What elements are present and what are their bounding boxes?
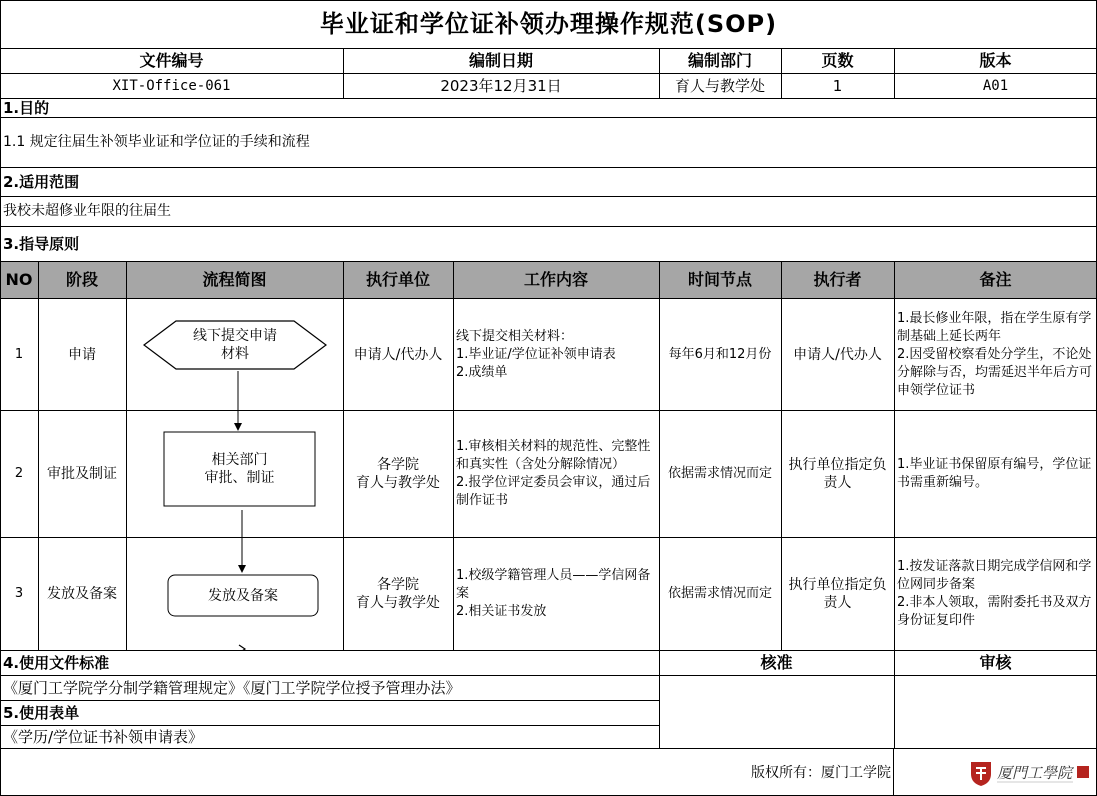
col-header-content: 工作内容: [523, 270, 588, 289]
row3-executor: 执行单位指定负责人: [788, 577, 887, 611]
row2-no: 2: [14, 466, 24, 481]
row3-stage: 发放及备案: [47, 586, 117, 602]
flow-arrowhead-1: [234, 423, 242, 431]
meta-header-doc-no: 文件编号: [139, 51, 204, 70]
row2-remark: 1.毕业证书保留原有编号，学位证书需重新编号。: [897, 457, 1092, 490]
row1-time: 每年6月和12月份: [668, 346, 772, 362]
row3-no: 3: [14, 586, 24, 601]
col-header-unit: 执行单位: [365, 270, 430, 289]
meta-date: 2023年12月31日: [440, 77, 562, 95]
school-logo: [965, 756, 1095, 788]
flow-step2-label: 相关部门 审批、制证: [204, 452, 275, 486]
row2-executor: 执行单位指定负责人: [788, 457, 887, 491]
row2-content: 1.审核相关材料的规范性、完整性和真实性（含处分解除情况） 2.报学位评定委员会审议，通过后制作证书: [456, 439, 651, 508]
meta-dept: 育人与教学处: [674, 77, 765, 95]
meta-doc-no: XIT-Office-061: [112, 78, 231, 94]
row1-unit: 申请人/代办人: [353, 346, 443, 363]
flow-step3-label: 发放及备案: [208, 587, 278, 604]
col-header-stage: 阶段: [65, 270, 98, 289]
row2-stage: 审批及制证: [47, 466, 117, 482]
row1-remark: 1.最长修业年限，指在学生原有学制基础上延长两年 2.因受留校察看处分学生，不论处分解除与否，均需延迟半年后方可申领学位证书: [897, 310, 1093, 398]
row3-unit: 各学院 育人与教学处: [356, 577, 440, 611]
school-logo-graphic: [965, 756, 1095, 788]
row2-unit: 各学院 育人与教学处: [356, 457, 440, 491]
col-header-no: NO: [5, 270, 33, 289]
meta-pages: 1: [832, 77, 843, 95]
meta-header-version: 版本: [979, 51, 1012, 70]
row3-time: 依据需求情况而定: [667, 586, 772, 601]
logo-seal-icon: [1077, 766, 1089, 778]
col-header-remark: 备注: [979, 270, 1012, 289]
row1-stage: 申请: [68, 346, 96, 363]
meta-header-pages: 页数: [821, 51, 854, 70]
section-purpose-text: 1.1 规定往届生补领毕业证和学位证的手续和流程: [3, 134, 310, 150]
section-purpose-title: 1.目的: [3, 99, 50, 117]
flow-step1-label: 线下提交申请 材料: [193, 328, 277, 362]
meta-header-date: 编制日期: [468, 51, 533, 70]
row1-content: 线下提交相关材料： 1.毕业证/学位证补领申请表 2.成绩单: [456, 328, 616, 380]
section-standard-text: 《厦门工学院学分制学籍管理规定》《厦门工学院学位授予管理办法》: [3, 679, 461, 697]
svg-text:厦門工學院: 厦門工學院: [997, 764, 1073, 782]
row3-content: 1.校级学籍管理人员——学信网备案 2.相关证书发放: [456, 568, 651, 619]
section-scope-title: 2.适用范围: [3, 173, 80, 191]
col-header-time: 时间节点: [687, 270, 752, 289]
approval-review-label: 审核: [979, 653, 1012, 672]
section-scope-text: 我校未超修业年限的往届生: [3, 203, 171, 219]
row1-executor: 申请人/代办人: [793, 346, 882, 363]
section-standard-title: 4.使用文件标准: [3, 654, 110, 672]
row3-remark: 1.按发证落款日期完成学信网和学位网同步备案 2.非本人领取，需附委托书及双方身份证复印件: [897, 559, 1092, 628]
section-forms-text: 《学历/学位证书补领申请表》: [3, 728, 204, 746]
col-header-flow: 流程简图: [202, 270, 267, 289]
copyright-text: 版权所有：厦门工学院: [751, 765, 891, 781]
col-header-executor: 执行者: [813, 270, 862, 289]
approval-check-label: 核准: [760, 653, 793, 672]
page-title: 毕业证和学位证补领办理操作规范(SOP): [319, 10, 778, 38]
meta-header-dept: 编制部门: [687, 51, 752, 70]
row1-no: 1: [14, 346, 24, 362]
row2-time: 依据需求情况而定: [667, 466, 772, 481]
section-principle-title: 3.指导原则: [3, 235, 80, 253]
section-forms-title: 5.使用表单: [3, 704, 80, 722]
flow-arrowhead-2: [238, 565, 246, 573]
meta-version: A01: [982, 78, 1009, 94]
